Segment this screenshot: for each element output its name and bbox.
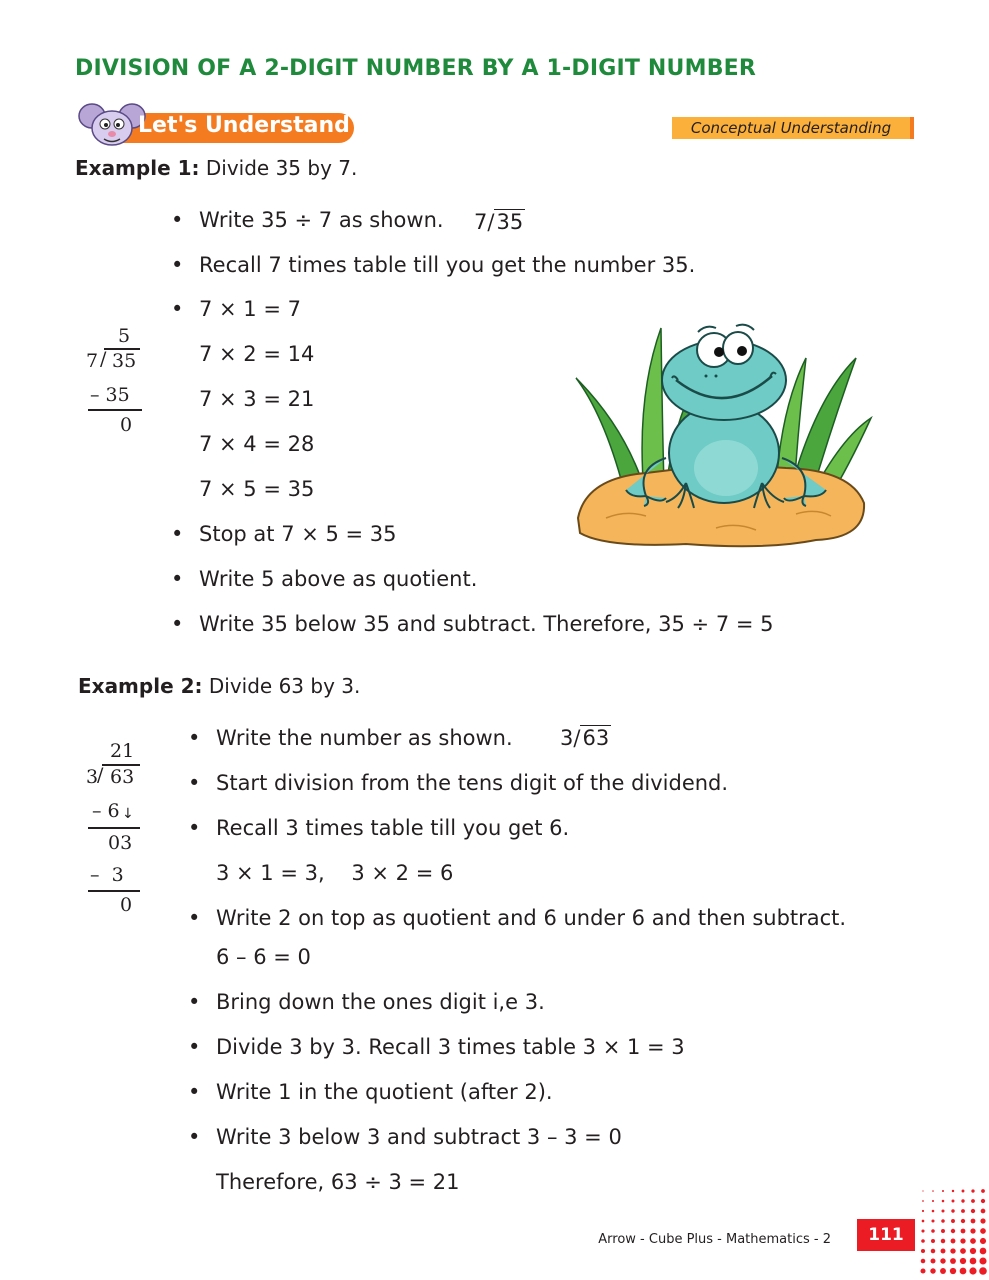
decor-dot xyxy=(950,1258,956,1264)
times-table-line: 7 × 3 = 21 xyxy=(199,387,315,411)
inline-dividend: 63 xyxy=(582,726,610,750)
subtract-line xyxy=(88,890,140,892)
list-item xyxy=(171,208,444,232)
inline-dividend: 35 xyxy=(496,210,524,234)
list-item xyxy=(188,726,513,750)
subtraction-line: 6 – 6 = 0 xyxy=(216,945,311,969)
decor-dot xyxy=(922,1190,923,1191)
times-table-line: 7 × 2 = 14 xyxy=(199,342,315,366)
bullet-text: Write 1 in the quotient (after 2). xyxy=(216,1080,553,1104)
decor-dot xyxy=(951,1229,955,1233)
decor-dot xyxy=(932,1210,935,1213)
division-bracket-icon: / xyxy=(97,764,104,786)
bullet-dot: • xyxy=(171,208,184,232)
decor-dot xyxy=(932,1200,934,1202)
dividend: 35 xyxy=(112,350,137,372)
example1-label: Example 1: xyxy=(75,156,200,180)
bullet-dot: • xyxy=(188,1080,201,1104)
decor-dot xyxy=(921,1229,924,1232)
decor-dot xyxy=(941,1249,946,1254)
example1-heading xyxy=(75,156,357,180)
example1-text: Divide 35 by 7. xyxy=(205,156,358,180)
decor-dot xyxy=(969,1267,976,1274)
decor-dot xyxy=(950,1248,955,1253)
subtract-value: – 3 xyxy=(90,864,124,886)
decor-dot xyxy=(961,1219,965,1223)
decor-dot xyxy=(942,1200,945,1203)
subtract-line xyxy=(88,409,142,411)
decor-dot xyxy=(971,1219,976,1224)
bullet-text: Divide 3 by 3. Recall 3 times table 3 × 1 = 3 xyxy=(216,1035,685,1059)
decor-dot xyxy=(960,1248,966,1254)
decor-dot xyxy=(930,1268,935,1273)
decor-dot xyxy=(931,1229,935,1233)
decor-dot xyxy=(931,1249,936,1254)
page-number: 111 xyxy=(857,1219,915,1251)
division-bracket-icon: / xyxy=(487,210,495,234)
bullet-text: Start division from the tens digit of the dividend. xyxy=(216,771,729,795)
subtract-value: – 6 xyxy=(92,800,120,822)
times-table-line: 3 × 1 = 3, 3 × 2 = 6 xyxy=(216,861,454,885)
decor-dot xyxy=(961,1209,965,1213)
decor-dot xyxy=(980,1238,986,1244)
decor-dot xyxy=(971,1199,975,1203)
bullet-dot: • xyxy=(188,816,201,840)
list-item xyxy=(188,771,729,795)
decor-dot xyxy=(962,1190,965,1193)
quotient: 21 xyxy=(110,740,135,762)
decor-dot xyxy=(931,1239,935,1243)
bullet-text: Write 2 on top as quotient and 6 under 6 and then subtract. xyxy=(216,906,847,930)
remainder: 0 xyxy=(120,894,133,916)
decor-dot xyxy=(941,1229,945,1233)
banner-label: Let's Understand xyxy=(138,113,350,138)
bullet-text: Stop at 7 × 5 = 35 xyxy=(199,522,397,546)
tag-accent-bar xyxy=(910,117,914,139)
remainder: 0 xyxy=(120,414,133,436)
therefore-line: Therefore, 63 ÷ 3 = 21 xyxy=(216,1170,460,1194)
decor-dot xyxy=(920,1268,925,1273)
frog-illustration xyxy=(566,318,876,550)
decor-dot xyxy=(940,1258,945,1263)
bullet-text: Recall 3 times table till you get 6. xyxy=(216,816,570,840)
list-item xyxy=(171,297,301,321)
decor-dot xyxy=(979,1267,987,1275)
inline-division-1 xyxy=(474,210,525,234)
decor-dot xyxy=(981,1199,985,1203)
times-table-line: 7 × 4 = 28 xyxy=(199,432,315,456)
decor-dot xyxy=(981,1209,986,1214)
decor-dot xyxy=(932,1190,934,1192)
decor-dot xyxy=(931,1259,936,1264)
bullet-dot: • xyxy=(188,906,201,930)
inline-divisor: 3 xyxy=(560,726,574,750)
decor-dot xyxy=(980,1248,987,1255)
list-item xyxy=(171,253,696,277)
example2-text: Divide 63 by 3. xyxy=(208,674,361,698)
decor-dot xyxy=(960,1258,966,1264)
decor-dot xyxy=(961,1199,964,1202)
list-item xyxy=(188,1035,685,1059)
decor-dot xyxy=(961,1229,966,1234)
decor-dot xyxy=(970,1258,977,1265)
subtract-line xyxy=(88,827,140,829)
inline-division-2 xyxy=(560,726,611,750)
decor-dot xyxy=(942,1190,944,1192)
example2-heading xyxy=(78,674,360,698)
decor-dot xyxy=(940,1268,946,1274)
list-item xyxy=(171,522,397,546)
decor-dot xyxy=(960,1268,967,1275)
divisor: 3 xyxy=(86,766,99,788)
bullet-text: Write the number as shown. xyxy=(216,726,513,750)
bullet-dot: • xyxy=(188,1035,201,1059)
times-table-line: 7 × 5 = 35 xyxy=(199,477,315,501)
divisor: 7 xyxy=(86,350,99,372)
decor-dot xyxy=(979,1257,986,1264)
bullet-dot: • xyxy=(171,297,184,321)
decor-dot xyxy=(931,1219,934,1222)
list-item xyxy=(188,816,570,840)
decor-dot xyxy=(950,1268,956,1274)
decor-dot xyxy=(971,1189,974,1192)
bullet-text: Write 5 above as quotient. xyxy=(199,567,478,591)
lets-understand-banner xyxy=(76,110,356,146)
division-bracket-icon: / xyxy=(100,348,107,370)
bullet-dot: • xyxy=(188,1125,201,1149)
decor-dot xyxy=(941,1209,944,1212)
brought-down-value: 03 xyxy=(108,832,133,854)
list-item xyxy=(171,612,774,636)
bullet-dot: • xyxy=(188,726,201,750)
decor-dot xyxy=(952,1190,954,1192)
example2-label: Example 2: xyxy=(78,674,203,698)
list-item xyxy=(188,1125,622,1149)
decor-dot xyxy=(980,1228,986,1234)
decor-dot xyxy=(981,1189,985,1193)
decor-dot xyxy=(980,1218,985,1223)
list-item xyxy=(188,1080,553,1104)
bullet-dot: • xyxy=(171,612,184,636)
decor-dot xyxy=(952,1200,955,1203)
arrow-down-icon: ↓ xyxy=(122,806,134,822)
bullet-text: Write 35 below 35 and subtract. Therefore, 35 ÷ 7 = 5 xyxy=(199,612,774,636)
decor-dot xyxy=(951,1219,955,1223)
decor-dot xyxy=(941,1239,945,1243)
quotient: 5 xyxy=(118,325,131,347)
decor-dot xyxy=(922,1220,925,1223)
division-bracket-icon: / xyxy=(573,726,581,750)
decor-dot xyxy=(941,1219,945,1223)
decor-dot xyxy=(951,1239,956,1244)
list-item xyxy=(171,567,478,591)
bullet-dot: • xyxy=(188,990,201,1014)
decor-dot xyxy=(921,1239,925,1243)
decor-dot xyxy=(970,1228,975,1233)
inline-divisor: 7 xyxy=(474,210,488,234)
bullet-text: Bring down the ones digit i,e 3. xyxy=(216,990,545,1014)
bullet-text: 7 × 1 = 7 xyxy=(199,297,301,321)
decor-dot xyxy=(951,1209,954,1212)
bullet-dot: • xyxy=(188,771,201,795)
decor-dot xyxy=(970,1248,976,1254)
bullet-dot: • xyxy=(171,522,184,546)
bullet-text: Recall 7 times table till you get the number 35. xyxy=(199,253,696,277)
decor-dot xyxy=(971,1209,975,1213)
page-title: DIVISION OF A 2-DIGIT NUMBER BY A 1-DIGIT NUMBER xyxy=(75,56,757,81)
list-item xyxy=(188,990,545,1014)
decor-dot xyxy=(922,1210,924,1212)
footer-book-title: Arrow - Cube Plus - Mathematics - 2 xyxy=(598,1232,831,1247)
list-item xyxy=(188,906,847,930)
bullet-text: Write 3 below 3 and subtract 3 – 3 = 0 xyxy=(216,1125,622,1149)
decor-dot xyxy=(921,1259,926,1264)
decor-dot xyxy=(960,1238,965,1243)
subtract-value: – 35 xyxy=(90,384,130,406)
decor-dot xyxy=(922,1200,924,1202)
dot-pattern-decoration xyxy=(918,1186,989,1280)
decor-dot xyxy=(970,1238,976,1244)
decor-dot xyxy=(921,1249,925,1253)
dividend: 63 xyxy=(110,766,135,788)
bullet-dot: • xyxy=(171,253,184,277)
bullet-text: Write 35 ÷ 7 as shown. xyxy=(199,208,444,232)
conceptual-understanding-tag: Conceptual Understanding xyxy=(672,117,910,139)
bullet-dot: • xyxy=(171,567,184,591)
